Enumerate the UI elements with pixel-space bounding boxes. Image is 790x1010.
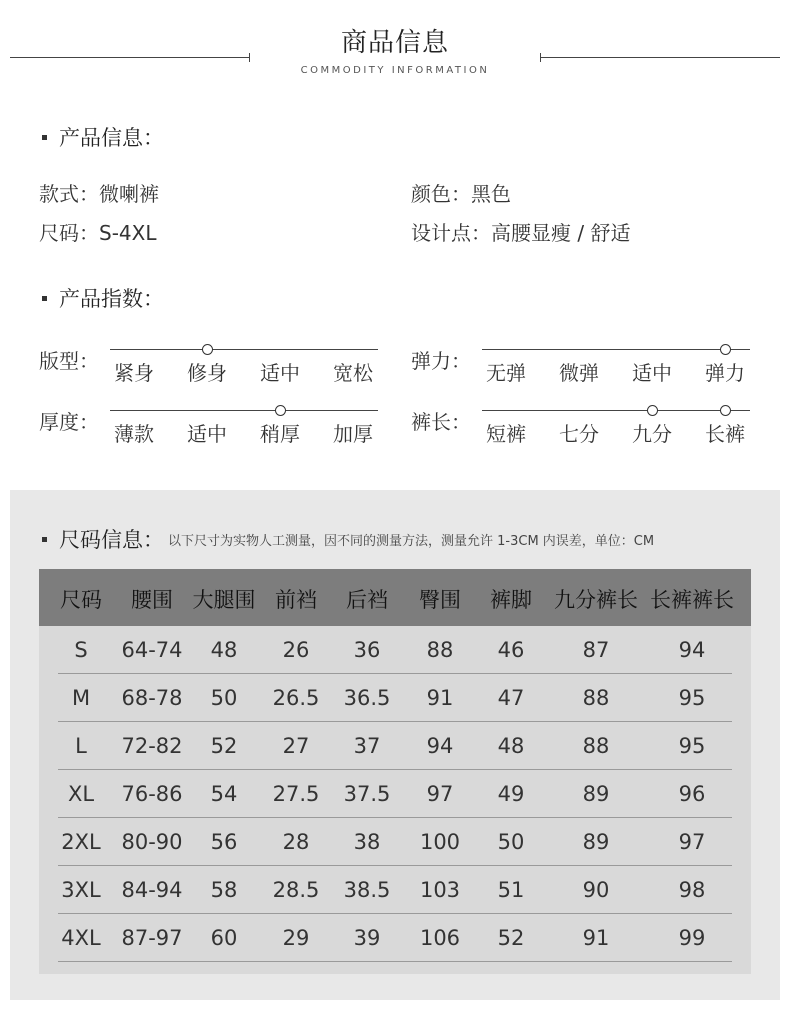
- index-scale-line: [482, 410, 750, 411]
- table-cell: 49: [497, 782, 525, 806]
- bullet-icon: [42, 537, 47, 542]
- table-cell: 26.5: [272, 686, 320, 710]
- table-header-cell: 长裤裤长: [650, 588, 734, 612]
- header-divider-left-tick: [249, 53, 250, 62]
- size-info-heading-text: 尺码信息：: [59, 528, 164, 552]
- index-option: 弹力: [705, 361, 745, 385]
- table-cell: 90: [582, 878, 610, 902]
- table-header-cell: 尺码: [60, 588, 102, 612]
- table-cell: 89: [582, 782, 610, 806]
- index-selected-marker: [275, 405, 286, 416]
- index-option: 长裤: [705, 422, 745, 446]
- table-cell: 91: [582, 926, 610, 950]
- table-cell: 36: [353, 638, 381, 662]
- color-label: 颜色：: [411, 182, 471, 206]
- table-cell: 88: [582, 686, 610, 710]
- table-cell: 96: [678, 782, 706, 806]
- table-cell: 99: [678, 926, 706, 950]
- table-header-cell: 大腿围: [192, 588, 256, 612]
- table-cell: 87: [582, 638, 610, 662]
- design-value: 高腰显瘦 / 舒适: [491, 221, 631, 245]
- table-cell: 94: [426, 734, 454, 758]
- style-info: [39, 178, 159, 207]
- index-option: 加厚: [333, 422, 373, 446]
- color-info: [411, 178, 511, 207]
- table-cell: 97: [426, 782, 454, 806]
- size-value: S-4XL: [99, 221, 157, 245]
- index-option: 适中: [632, 361, 672, 385]
- index-option: 短裤: [486, 422, 526, 446]
- index-option: 适中: [187, 422, 227, 446]
- header-divider-right: [540, 57, 780, 58]
- index-label: 弹力：: [411, 349, 471, 373]
- style-label: 款式：: [39, 182, 99, 206]
- table-cell: 46: [497, 638, 525, 662]
- product-index-heading-text: 产品指数：: [59, 287, 164, 311]
- table-cell: S: [74, 638, 88, 662]
- table-cell: 54: [210, 782, 238, 806]
- table-cell: XL: [67, 782, 95, 806]
- table-cell: M: [71, 686, 91, 710]
- table-cell: 28.5: [272, 878, 320, 902]
- table-cell: 64-74: [121, 638, 183, 662]
- table-cell: 100: [419, 830, 461, 854]
- product-info-heading: [42, 122, 164, 152]
- table-cell: 48: [497, 734, 525, 758]
- table-cell: 48: [210, 638, 238, 662]
- size-table-header: [39, 569, 751, 626]
- size-table: [39, 569, 751, 974]
- table-cell: 72-82: [121, 734, 183, 758]
- table-cell: 36.5: [343, 686, 391, 710]
- page-title: 商品信息: [340, 28, 449, 58]
- table-cell: 76-86: [121, 782, 183, 806]
- table-cell: 98: [678, 878, 706, 902]
- table-cell: 38: [353, 830, 381, 854]
- table-cell: 37: [353, 734, 381, 758]
- index-option: 九分: [632, 422, 672, 446]
- table-cell: 39: [353, 926, 381, 950]
- table-header-cell: 臀围: [419, 588, 461, 612]
- index-option: 薄款: [114, 422, 154, 446]
- bullet-icon: [42, 135, 47, 140]
- table-cell: 103: [419, 878, 461, 902]
- design-info: [411, 217, 630, 246]
- table-cell: L: [75, 734, 87, 758]
- table-cell: 38.5: [343, 878, 391, 902]
- index-selected-marker: [720, 405, 731, 416]
- index-selected-marker: [647, 405, 658, 416]
- size-info-note: 以下尺寸为实物人工测量，因不同的测量方法，测量允许 1-3CM 内误差，单位：CM: [168, 533, 655, 549]
- table-cell: 88: [582, 734, 610, 758]
- table-cell: 84-94: [121, 878, 183, 902]
- table-cell: 91: [426, 686, 454, 710]
- table-cell: 51: [497, 878, 525, 902]
- table-cell: 95: [678, 734, 706, 758]
- table-cell: 58: [210, 878, 238, 902]
- table-cell: 28: [282, 830, 310, 854]
- table-cell: 80-90: [121, 830, 183, 854]
- index-option: 七分: [559, 422, 599, 446]
- index-option: 微弹: [559, 361, 599, 385]
- size-range-info: [39, 217, 156, 246]
- index-selected-marker: [720, 344, 731, 355]
- table-cell: 56: [210, 830, 238, 854]
- table-cell: 3XL: [61, 878, 101, 902]
- product-info-heading-text: 产品信息：: [59, 126, 164, 150]
- style-value: 微喇裤: [99, 182, 159, 206]
- design-label: 设计点：: [411, 221, 491, 245]
- table-header-cell: 裤脚: [490, 588, 532, 612]
- table-cell: 52: [497, 926, 525, 950]
- table-cell: 60: [210, 926, 238, 950]
- index-scale-line: [482, 349, 750, 350]
- table-cell: 94: [678, 638, 706, 662]
- table-header-cell: 腰围: [131, 588, 173, 612]
- size-label: 尺码：: [39, 221, 99, 245]
- table-cell: 4XL: [61, 926, 101, 950]
- index-scale-line: [110, 410, 378, 411]
- table-cell: 2XL: [61, 830, 101, 854]
- color-value: 黑色: [471, 182, 511, 206]
- table-cell: 89: [582, 830, 610, 854]
- table-cell: 52: [210, 734, 238, 758]
- index-option: 无弹: [486, 361, 526, 385]
- table-header-cell: 前裆: [275, 588, 317, 612]
- index-label: 裤长：: [411, 410, 471, 434]
- table-cell: 29: [282, 926, 310, 950]
- table-cell: 50: [210, 686, 238, 710]
- table-cell: 106: [419, 926, 461, 950]
- index-scale-line: [110, 349, 378, 350]
- index-option: 适中: [260, 361, 300, 385]
- table-cell: 68-78: [121, 686, 183, 710]
- table-cell: 87-97: [121, 926, 183, 950]
- index-option: 稍厚: [260, 422, 300, 446]
- table-row-divider: [58, 961, 732, 962]
- table-header-cell: 九分裤长: [554, 588, 638, 612]
- table-cell: 37.5: [343, 782, 391, 806]
- table-cell: 95: [678, 686, 706, 710]
- table-cell: 88: [426, 638, 454, 662]
- index-label: 厚度：: [39, 410, 99, 434]
- table-cell: 26: [282, 638, 310, 662]
- index-label: 版型：: [39, 349, 99, 373]
- bullet-icon: [42, 296, 47, 301]
- size-info-heading: [42, 524, 654, 554]
- index-option: 宽松: [333, 361, 373, 385]
- page-subtitle: COMMODITY INFORMATION: [300, 65, 490, 76]
- index-option: 紧身: [114, 361, 154, 385]
- table-cell: 97: [678, 830, 706, 854]
- header-divider-right-tick: [540, 53, 541, 62]
- table-cell: 50: [497, 830, 525, 854]
- header-divider-left: [10, 57, 250, 58]
- index-option: 修身: [187, 361, 227, 385]
- product-index-heading: [42, 283, 164, 313]
- index-selected-marker: [202, 344, 213, 355]
- table-cell: 27: [282, 734, 310, 758]
- table-cell: 27.5: [272, 782, 320, 806]
- table-header-cell: 后裆: [346, 588, 388, 612]
- table-cell: 47: [497, 686, 525, 710]
